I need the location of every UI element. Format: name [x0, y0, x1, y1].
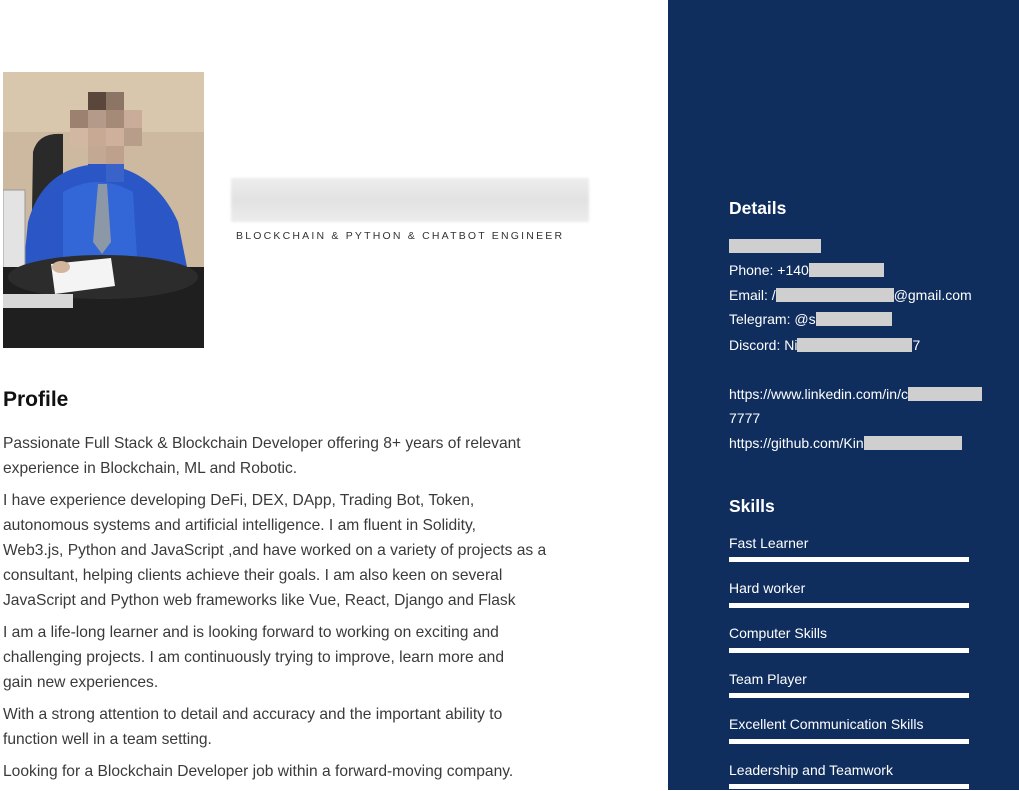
job-title: BLOCKCHAIN & PYTHON & CHATBOT ENGINEER — [236, 230, 565, 242]
discord-prefix: Discord: Ni — [729, 337, 798, 353]
skill-label: Fast Learner — [729, 535, 809, 551]
skill-label: Team Player — [729, 671, 807, 687]
redacted-discord — [797, 338, 912, 352]
linkedin-cont-text: 7777 — [729, 410, 761, 426]
skill-bar-fill — [729, 693, 969, 698]
github-text: https://github.com/Kin — [729, 435, 864, 451]
name-redaction-block — [231, 178, 589, 222]
profile-body — [3, 431, 643, 791]
telegram-text: Telegram: @s — [729, 311, 816, 327]
redacted-telegram — [816, 312, 892, 326]
profile-paragraph: With a strong attention to detail and accuracy and the important ability to function well in a team setting. — [3, 706, 503, 748]
email-suffix: @gmail.com — [893, 287, 972, 303]
skill-bar — [729, 603, 969, 608]
profile-photo — [3, 72, 204, 348]
skills-heading: Skills — [729, 496, 775, 516]
details-heading: Details — [729, 198, 787, 218]
redacted-github — [864, 436, 962, 450]
phone-text: Phone: +140 — [729, 262, 809, 278]
skill-bar-fill — [729, 739, 969, 744]
skill-bar-fill — [729, 784, 969, 789]
linkedin-link-continued[interactable] — [729, 409, 760, 427]
linkedin-text: https://www.linkedin.com/in/c — [729, 386, 908, 402]
skill-bar — [729, 784, 969, 789]
detail-discord — [729, 336, 920, 354]
skill-bar — [729, 739, 969, 744]
profile-paragraph: Passionate Full Stack & Blockchain Developer offering 8+ years of relevant experience in Blockchain, ML and Robotic. — [3, 435, 521, 477]
profile-paragraph: I am a life-long learner and is looking forward to working on exciting and challenging projects. I am continuously trying to improve, learn more and gain new experiences. — [3, 624, 504, 691]
profile-paragraph: I have experience developing DeFi, DEX, DApp, Trading Bot, Token, autonomous systems and artificial intelligence. I am fluent in Solidity, Web3.js, Python and JavaScript ,and have worked on a variety of projects as a consultant, helping clients achieve their goals. I am also keen on several JavaScript and Python web frameworks like Vue, React, Django and Flask — [3, 492, 547, 609]
redacted-phone — [809, 263, 884, 277]
github-link[interactable] — [729, 434, 962, 452]
email-prefix: Email: / — [729, 287, 776, 303]
resume-sidebar — [668, 0, 1019, 790]
skill-bar — [729, 693, 969, 698]
detail-phone — [729, 261, 884, 279]
profile-photo-image — [3, 72, 204, 348]
skill-label: Computer Skills — [729, 625, 828, 641]
skill-bar-fill — [729, 648, 969, 653]
profile-heading: Profile — [3, 388, 69, 411]
detail-name-line — [729, 237, 821, 255]
skill-bar — [729, 648, 969, 653]
linkedin-link[interactable] — [729, 385, 982, 403]
skill-label: Excellent Communication Skills — [729, 716, 924, 732]
skill-bar — [729, 557, 969, 562]
discord-suffix: 7 — [912, 337, 921, 353]
redacted-email — [776, 288, 894, 302]
profile-paragraph: Looking for a Blockchain Developer job within a forward-moving company. — [3, 763, 514, 780]
detail-email[interactable] — [729, 286, 972, 304]
skill-label: Hard worker — [729, 580, 806, 596]
skill-bar-fill — [729, 603, 969, 608]
redacted-linkedin — [908, 387, 982, 401]
skill-bar-fill — [729, 557, 969, 562]
detail-telegram — [729, 310, 892, 328]
redacted-name — [729, 239, 821, 253]
skill-label: Leadership and Teamwork — [729, 762, 893, 778]
